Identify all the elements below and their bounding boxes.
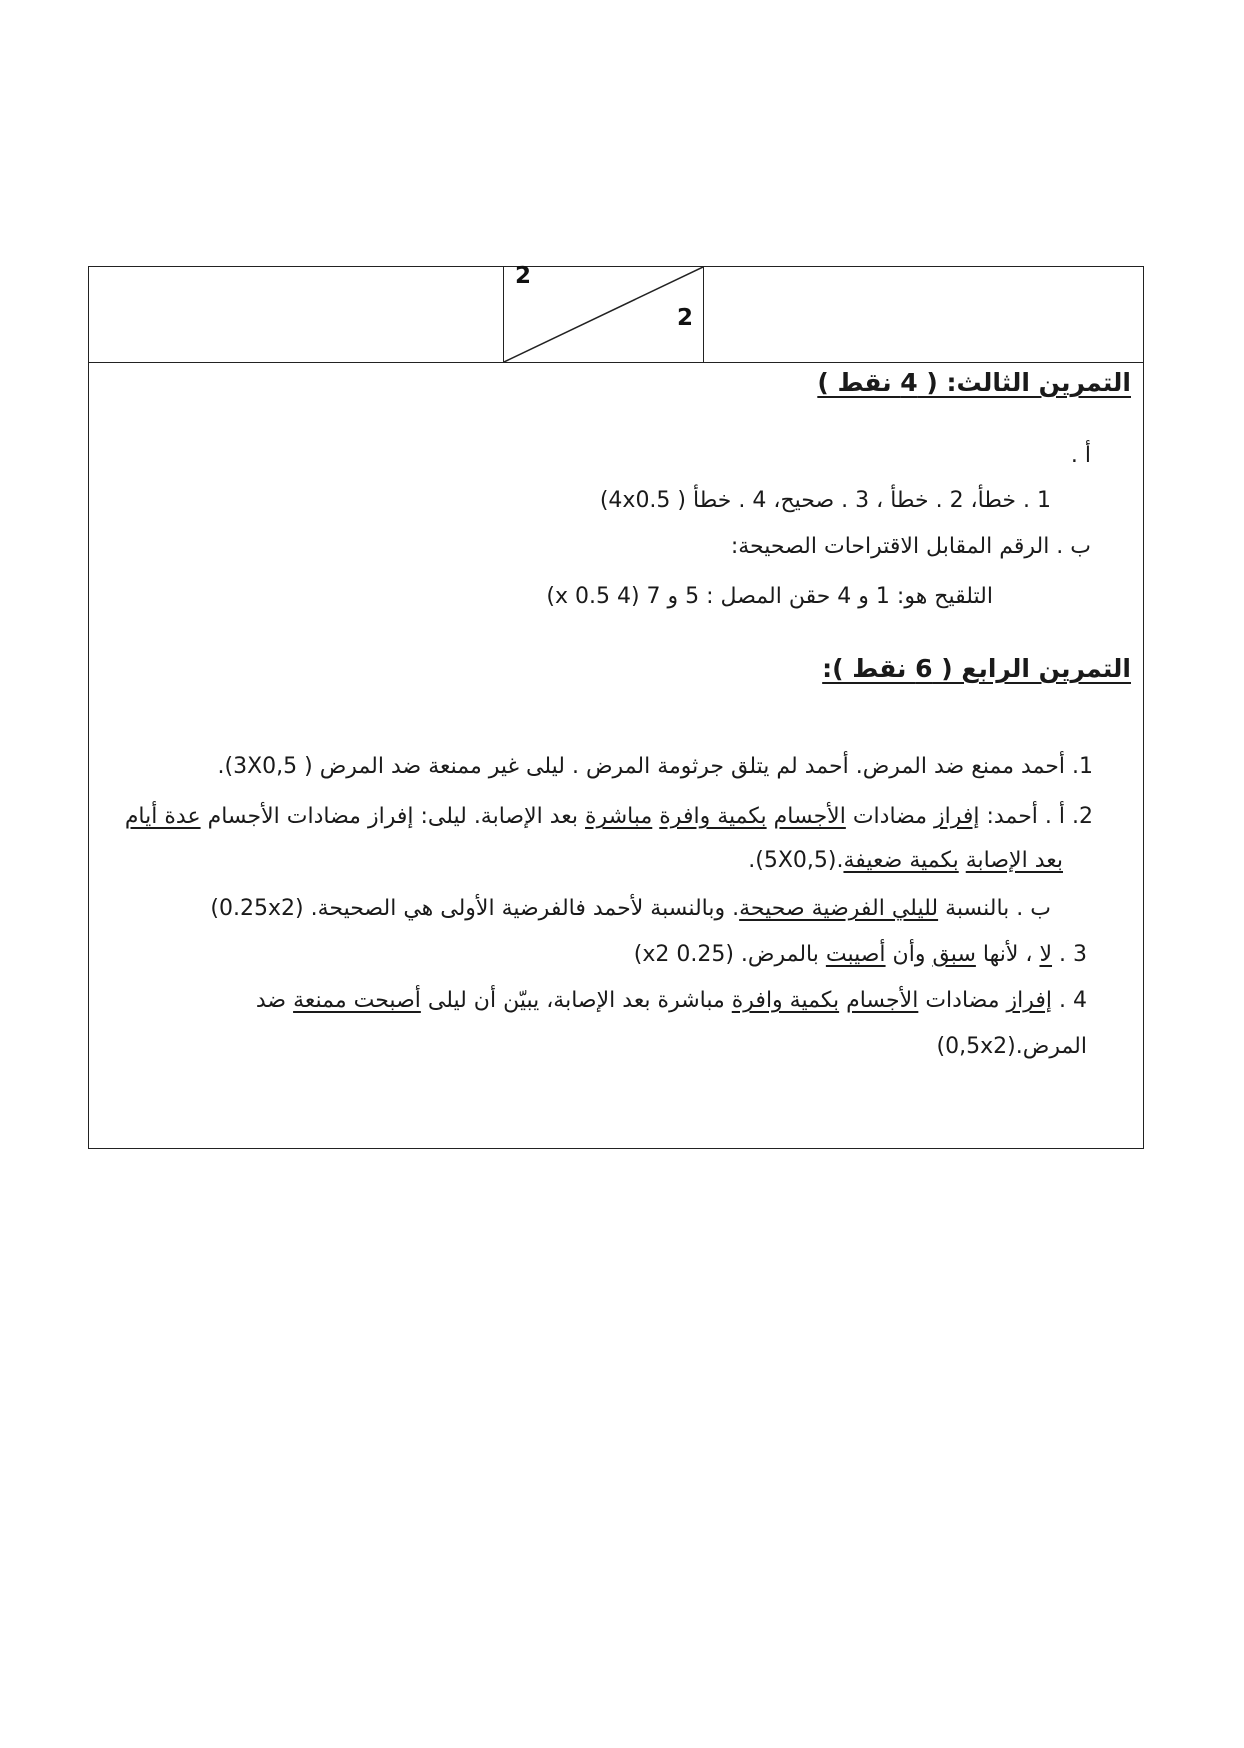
q4-underlined-3: بكمية وافرة: [731, 988, 840, 1013]
q3-prefix: 3 .: [1052, 942, 1087, 967]
q2a-underlined-3: بكمية وافرة: [659, 804, 767, 829]
exercise3-part-b-answers: التلقيح هو: 1 و 4 حقن المصل : 5 و 7 (4 x 0.5): [546, 584, 993, 609]
q3-text-2: وأن: [885, 942, 933, 967]
q4-text-1: مضادات: [918, 988, 1007, 1013]
q3-underlined-1: لا: [1039, 942, 1053, 967]
q4-text-4: ضد: [255, 988, 294, 1013]
q3-underlined-3: أصيبت: [825, 942, 886, 967]
q2a-cont-text-2: .(5X0,5).: [748, 848, 844, 873]
q2a-cont-text-1: [959, 848, 966, 873]
q2a-underlined-1: إفراز: [934, 804, 980, 829]
q4-underlined-1: إفراز: [1006, 988, 1053, 1013]
q2a-text-2: [767, 804, 774, 829]
q4-underlined-4: أصبحت ممنعة: [293, 988, 421, 1013]
exercise4-q2b: [210, 893, 1051, 925]
q3-text-3: بالمرض. (0.25 x2): [633, 942, 826, 967]
q3-underlined-2: سبق: [932, 942, 976, 967]
exercise4-title: التمرين الرابع ( 6 نقط ):: [822, 654, 1131, 683]
q2a-cont-underlined-2: بكمية ضعيفة: [843, 848, 959, 873]
q2b-text-1: . وبالنسبة لأحمد فالفرضية الأولى هي الصحيحة. (0.25x2): [210, 896, 740, 921]
q2a-underlined-5: عدة أيام: [124, 804, 201, 829]
exercise4-q4-continued: المرض.(0,5x2): [936, 1034, 1087, 1059]
exercise4-q2a: [125, 801, 1093, 833]
q2b-prefix: ب . بالنسبة: [938, 896, 1051, 921]
q2b-underlined-1: لليلي الفرضية صحيحة: [739, 896, 939, 921]
score-bottom: 2: [677, 305, 694, 331]
exercise3-part-a-answers: 1 . خطأ، 2 . خطأ ، 3 . صحيح، 4 . خطأ ( 4x0.5): [599, 488, 1051, 513]
exercise4-q2a-continued: [748, 845, 1063, 877]
exercise4-q4: [256, 985, 1087, 1017]
q4-text-3: مباشرة بعد الإصابة، يبيّن أن ليلى: [420, 988, 732, 1013]
q2a-text-1: مضادات: [845, 804, 935, 829]
exercise4-q3: [634, 939, 1087, 971]
q4-underlined-2: الأجسام: [846, 988, 919, 1013]
answer-key-frame: [88, 263, 1144, 1149]
score-top: 2: [515, 263, 532, 289]
header-divider-right: [703, 267, 704, 363]
exercise3-part-a-label: أ .: [1070, 443, 1091, 468]
exercise3-title: التمرين الثالث: ( 4 نقط ): [817, 368, 1131, 397]
exercise4-q1: 1. أحمد ممنع ضد المرض. أحمد لم يتلق جرثومة المرض . ليلى غير ممنعة ضد المرض ( 3X0,5).: [217, 754, 1093, 779]
exercise3-part-b-heading: ب . الرقم المقابل الاقتراحات الصحيحة:: [730, 534, 1091, 559]
q2a-text-4: بعد الإصابة. ليلى: إفراز مضادات الأجسام: [200, 804, 586, 829]
q2a-underlined-2: الأجسام: [773, 804, 846, 829]
q2a-cont-underlined-1: بعد الإصابة: [965, 848, 1063, 873]
header-row: [89, 263, 1143, 363]
q2a-prefix: 2. أ . أحمد:: [979, 804, 1093, 829]
q2a-underlined-4: مباشرة: [585, 804, 653, 829]
q4-prefix: 4 .: [1052, 988, 1087, 1013]
q3-text-1: ، لأنها: [975, 942, 1040, 967]
score-diagonal: [504, 267, 703, 362]
